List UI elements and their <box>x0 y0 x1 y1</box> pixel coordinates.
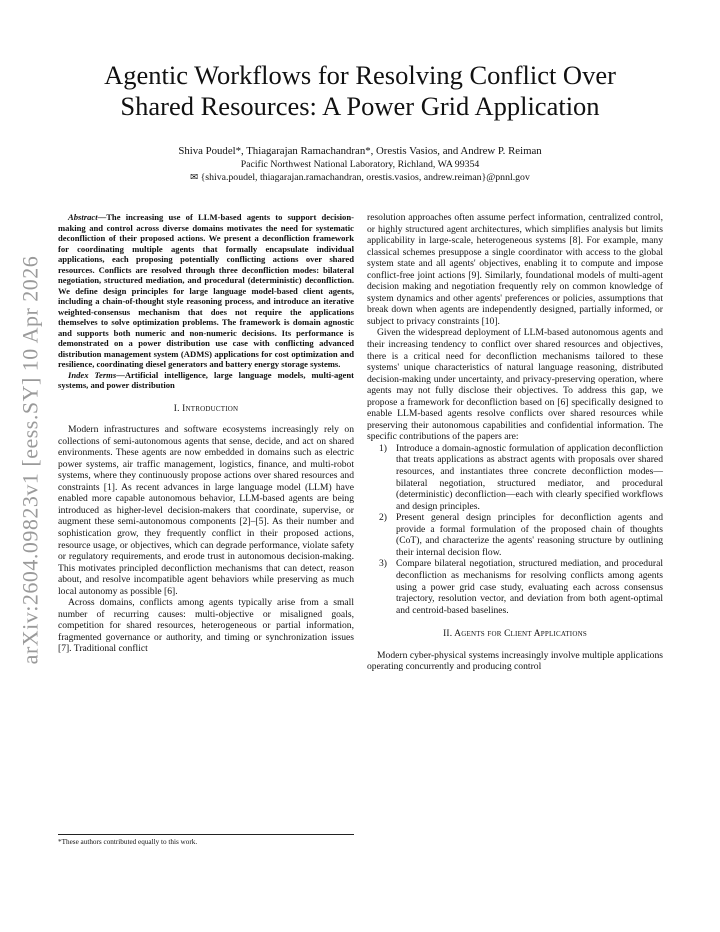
contribution-item <box>367 558 663 616</box>
arxiv-watermark <box>8 250 52 670</box>
contribution-number: 1) <box>379 442 387 454</box>
arxiv-identifier: arXiv:2604.09823v1 [eess.SY] 10 Apr 2026 <box>17 255 43 665</box>
contribution-item <box>367 443 663 512</box>
abstract <box>58 212 354 370</box>
contribution-number: 2) <box>379 512 387 524</box>
left-column <box>58 212 354 655</box>
email-addresses: {shiva.poudel, thiagarajan.ramachandran, orestis.vasios, andrew.reiman}@pnnl.gov <box>200 172 530 183</box>
section2-paragraph-1: Modern cyber-physical systems increasingly involve multiple applications operating concurrently and producing control <box>367 649 663 673</box>
contribution-text: Present general design principles for deconfliction agents and provide a formal formulation of the proposed chain of thoughts (CoT), and characterize the agents' reasoning structure by outlining their internal decision flow. <box>396 512 663 558</box>
title-line-2: Shared Resources: A Power Grid Application <box>120 91 600 121</box>
right-paragraph-2: Given the widespread deployment of LLM-based autonomous agents and their increasing tendency to conflict over shared resources and objectives, there is a critical need for deconfliction mechanisms tailored to these systems' unique characteristics of natural language reasoning, distributed decision-making under uncertainty, and privacy-preserving operation, where agents may not fully disclose their objectives. To address this gap, we propose a framework for deconfliction based on [6] specifically designed to enable LLM-based agents resolve conflicts over shared resources while preserving their autonomous capabilities and confidential information. The specific contributions of the papers are: <box>367 327 663 443</box>
section-heading-agents: II. Agents for Client Applications <box>443 629 587 640</box>
index-terms <box>58 370 354 391</box>
paper-title <box>60 60 660 122</box>
right-paragraph-1: resolution approaches often assume perfect information, centralized control, or highly structured agent architectures, which simplifies analysis but limits applicability in large-scale, heterogeneous systems [8]. For example, many classical schemes presuppose a single coordinator with access to the global system state and all agents' objectives, enabling it to compute and impose conflict-free joint actions [9]. Similarly, foundational models of multi-agent decision making and negotiation frequently rely on common knowledge of system dynamics and other agents' preferences or policies, assumptions that break down when agents are independently designed, partially informed, or subject to privacy constraints [10]. <box>367 212 663 327</box>
right-column <box>367 212 663 673</box>
index-terms-text: —Artificial intelligence, large language models, multi-agent systems, and power distribution <box>58 369 355 390</box>
contribution-item <box>367 512 663 558</box>
title-line-1: Agentic Workflows for Resolving Conflict Over <box>104 60 616 90</box>
footnote: *These authors contributed equally to this work. <box>58 838 198 846</box>
intro-paragraph-1: Modern infrastructures and software ecosystems increasingly rely on collections of semi-autonomous agents that sense, decide, and act on shared environments. These agents are now embedded in domains such as electric power systems, air traffic management, logistics, finance, and multi-robot systems, where they continuously propose actions over shared resources and constraints [1]. As recent advances in large language model (LLM) have enabled more capable autonomous behavior, LLM-based agents are being introduced as higher-level decision-makers that coordinate, supervise, or augment these semi-autonomous components [2]–[5]. As their number and sophistication grow, they frequently conflict in their proposed actions, resource usage, or objectives, which can degrade performance, violate safety or regulatory requirements, and erode trust in autonomous decision-making. This motivates principled deconfliction mechanisms that can detect, reason about, and resolve incompatible agent behaviors while preserving as much local autonomy as possible [6]. <box>58 424 354 597</box>
author-list: Shiva Poudel*, Thiagarajan Ramachandran*, Orestis Vasios, and Andrew P. Reiman <box>178 145 542 157</box>
contribution-text: Compare bilateral negotiation, structured mediation, and procedural deconfliction as mechanisms for resolving conflicts among agents using a power grid case study, evaluating each across consensus trajectory, resolution vector, and deviation from both agent-optimal and centroid-based baselines. <box>396 558 663 616</box>
abstract-label: Abstract <box>68 212 98 222</box>
affiliation: Pacific Northwest National Laboratory, Richland, WA 99354 <box>240 159 480 170</box>
email-line <box>60 172 660 184</box>
intro-paragraph-2: Across domains, conflicts among agents typically arise from a small number of recurring causes: multi-objective or misaligned goals, competition for shared resources, heterogeneous or partial information, fragmented governance or authority, and timing or synchronization issues [7]. Traditional conflict <box>58 597 354 655</box>
contributions-list <box>367 443 663 616</box>
section-heading-introduction: I. Introduction <box>173 403 239 414</box>
envelope-icon: ✉ <box>190 172 199 183</box>
contribution-text: Introduce a domain-agnostic formulation of application deconfliction that treats applications as abstract agents with proposals over shared resources, and instantiates three concrete deconfliction modes—bilateral negotiation, structured mediator, and procedural (deterministic) deconfliction—each with clearly specified workflows and design principles. <box>396 442 663 512</box>
index-terms-label: Index Terms <box>68 369 117 380</box>
footnote-rule <box>58 834 354 835</box>
contribution-number: 3) <box>379 558 387 570</box>
abstract-text: —The increasing use of LLM-based agents to support decision-making and control across diverse domains motivates the need for systematic deconfliction of their proposed actions. We present a deconfliction framework for coordinating multiple agents that formally encapsulate individual applications, each proposing potentially conflicting actions over shared resources. Conflicts are resolved through three deconfliction modes: bilateral negotiation, structured mediation, and procedural (deterministic) deconfliction. We define design principles for large language model-based client agents, including a chain-of-thought style reasoning process, and introduce an iterative weighted-consensus mechanism that does not require the applications themselves to solve optimization problems. The framework is domain agnostic and supports both numeric and non-numeric decisions. Its performance is demonstrated on a power distribution use case with conflicting advanced distribution management system (ADMS) applications for cost optimization and resilience, coordinating diesel generators and battery energy storage systems. <box>58 212 354 369</box>
